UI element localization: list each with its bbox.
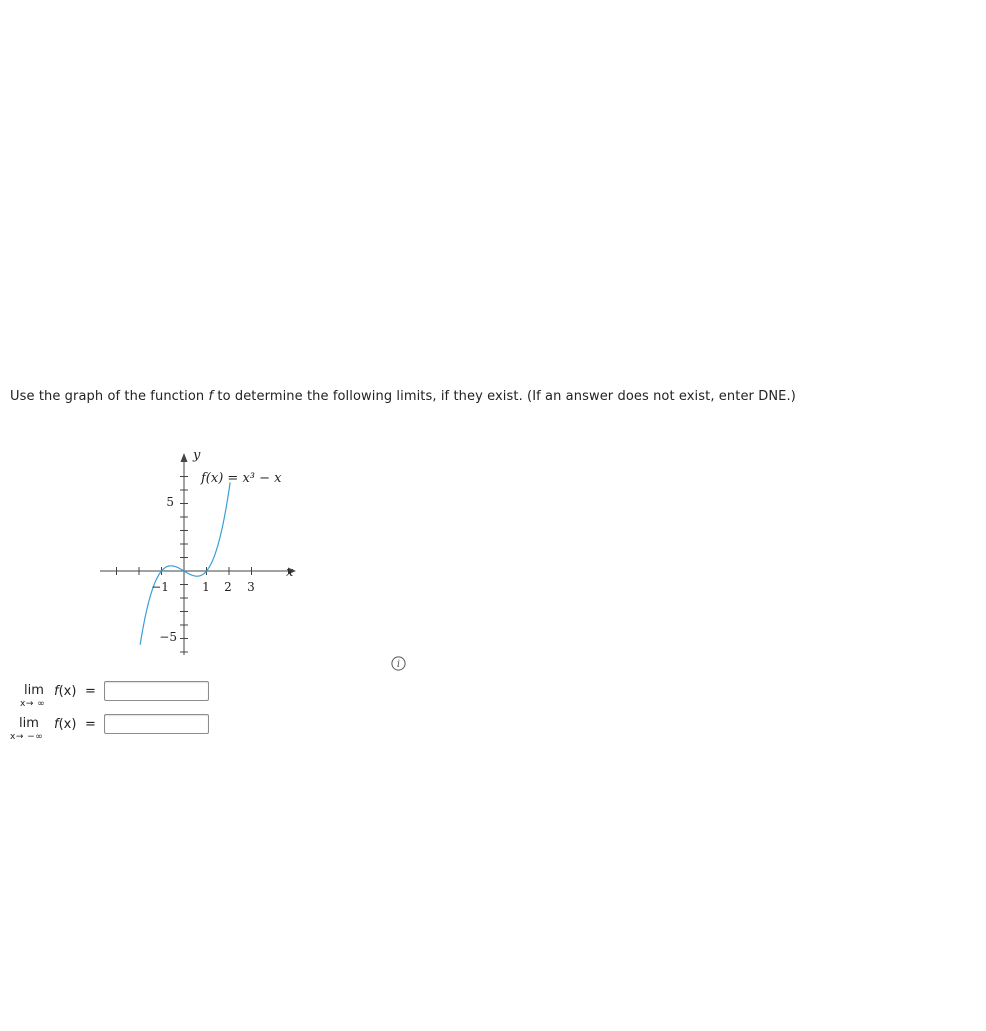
lim-subscript: x→ −∞ bbox=[10, 732, 44, 742]
y-tick-label-neg5: −5 bbox=[159, 630, 177, 644]
x-axis-label: x bbox=[286, 565, 294, 580]
question-text bbox=[10, 389, 796, 404]
x-tick-label-3: 3 bbox=[247, 580, 255, 594]
lim-expression: f(x) bbox=[54, 684, 77, 699]
lim-label: lim bbox=[19, 716, 39, 731]
x-tick-label-neg1: −1 bbox=[151, 580, 169, 594]
x-tick-label-1: 1 bbox=[202, 580, 210, 594]
svg-text:i: i bbox=[396, 659, 401, 671]
equals-sign: = bbox=[85, 717, 96, 732]
function-curve bbox=[140, 482, 230, 644]
answer-input-limit-positive-infinity[interactable] bbox=[104, 681, 209, 701]
y-axis-label: y bbox=[193, 448, 201, 463]
question-text-start: Use the graph of the function bbox=[10, 389, 209, 404]
info-icon[interactable] bbox=[391, 656, 406, 671]
question-text-end: to determine the following limits, if they exist. (If an answer does not exist, enter DNE.) bbox=[213, 389, 796, 404]
lim-expression: f(x) bbox=[54, 717, 77, 732]
function-graph bbox=[90, 445, 300, 660]
equals-sign: = bbox=[85, 684, 96, 699]
lim-subscript: x→ ∞ bbox=[20, 699, 46, 709]
function-label: f(x) = x³ − x bbox=[201, 471, 282, 486]
function-name: f bbox=[208, 389, 214, 404]
x-tick-label-2: 2 bbox=[224, 580, 232, 594]
y-axis-arrow bbox=[181, 453, 188, 462]
answer-input-limit-negative-infinity[interactable] bbox=[104, 714, 209, 734]
y-tick-label-5: 5 bbox=[166, 495, 174, 509]
lim-label: lim bbox=[24, 683, 44, 698]
